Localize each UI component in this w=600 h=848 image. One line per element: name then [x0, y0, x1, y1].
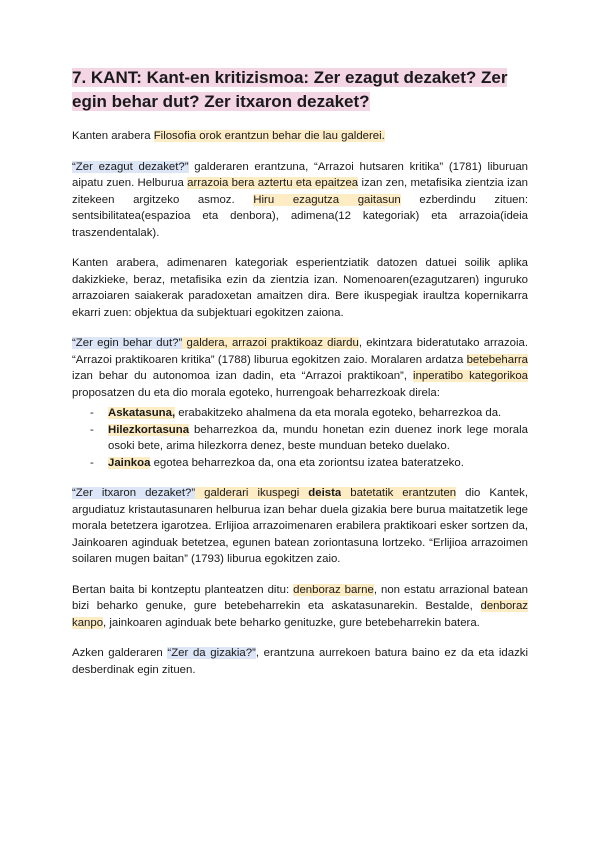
- highlight-betebeharra: betebeharra: [466, 353, 528, 366]
- document-page: [72, 66, 528, 692]
- paragraph-text: Azken galderaren: [72, 647, 168, 659]
- list-item: [72, 455, 528, 472]
- paragraph-adimena: Kanten arabera, adimenaren kategoriak esperientziatik datozen datuei soilik aplika dakizkieke, beraz, metafisika ezin da zientzia izan. Nomenoaren(ezagutzaren) inguruko arrazoiaren saiakerak paradoxetan amaitzen dira. Bere ikuspegiak iraultza kopernikarra ekarri zuen: objektua da subjektuari egokitzen zaiona.: [72, 257, 528, 319]
- highlight-arrazoia: arrazoia bera aztertu eta epaitzea: [187, 177, 359, 189]
- paragraph-text: izan zen, metafisika zientzia izan zitekeen argitzeko asmoz.: [72, 177, 528, 206]
- highlight-inperatibo: inperatibo kategorikoa: [413, 370, 528, 382]
- list-item-term: Jainkoa: [108, 456, 151, 469]
- list-item-text: egotea beharrezkoa da, ona eta zoriontsu izatea bateratzeko.: [150, 456, 464, 469]
- list-item-term: Askatasuna,: [108, 407, 176, 419]
- intro-paragraph: [72, 128, 528, 145]
- highlight-arrazoi-praktikoa: galdera, arrazoi praktikoaz diardu: [182, 337, 359, 349]
- list-item-text: beharrezkoa da, mundu honetan ezin duenez inork lege morala osoki bete, arima hilezkorra denez, beste munduan beteko duelako.: [108, 423, 528, 452]
- highlight-denboraz-kanpo: denboraz kanpo: [72, 600, 528, 629]
- highlight-deista: deista: [308, 487, 342, 499]
- list-item-text: erabakitzeko ahalmena da eta morala egoteko, beharrezkoa da.: [175, 407, 502, 419]
- intro-text: Kanten arabera: [72, 130, 154, 142]
- paragraph-ezagut: [72, 159, 528, 242]
- paragraph-text: dio Kantek, argudiatuz kristautasunaren helburua izan behar duela gizakia bere burua maitatzetik lege morala betetzera igarotzea. Erlijioa arrazoimenaren erabilera praktikoari esker sortzen da, Jainkoaren aginduak betetzea, egunen batean zoriontasuna lortzeko. “Erlijioa arrazoimen soilaren mugen baitan” (1793) liburua egokitzen zaio.: [72, 487, 528, 565]
- list-item: [72, 422, 528, 455]
- paragraph-text: , erantzuna aurrekoen batura baino ez da eta idazki desberdinak egin zituen.: [72, 647, 528, 676]
- paragraph-gizakia: [72, 645, 528, 678]
- paragraph-text: , non estatu arrazional batean bizi beharko genuke, gure betebeharrekin eta askatasunarekin. Bestalde,: [72, 583, 528, 612]
- question-egin: “Zer egin behar dut?”: [72, 337, 183, 349]
- question-itxaron: “Zer itxaron dezaket?”: [72, 487, 196, 499]
- page-title: [72, 66, 528, 114]
- question-gizakia: “Zer da gizakia?”: [167, 647, 256, 659]
- highlight-hiru-ezagutza: Hiru ezagutza gaitasun: [253, 193, 401, 206]
- question-ezagut: “Zer ezagut dezaket?”: [72, 160, 189, 173]
- paragraph-text: , ekintzara bideratutako arrazoia. “Arrazoi praktikoaren kritika” (1788) liburua egokitzen zaio. Moralaren ardatza: [72, 337, 529, 366]
- paragraph-text: ezberdindu zituen: sentsibilitatea(espazioa eta denbora), adimena(12 kategoriak) eta arrazoia(ideia traszendentalak).: [72, 193, 528, 239]
- highlight-ikuspegi: galderari ikuspegi: [195, 487, 309, 499]
- paragraph-text: izan behar du autonomoa izan dadin, eta “Arrazoi praktikoan”,: [72, 370, 414, 382]
- paragraph-text: Bertan baita bi kontzeptu planteatzen ditu:: [72, 583, 294, 596]
- list-item-term: Hilezkortasuna: [108, 423, 190, 436]
- highlight-denboraz-barne: denboraz barne: [293, 583, 374, 596]
- paragraph-text: galderaren erantzuna, “Arrazoi hutsaren kritika” (1781) liburuan aipatu zuen. Helburua: [72, 160, 528, 189]
- paragraph-egin: [72, 335, 528, 401]
- highlight-erantzuten: batetatik erantzuten: [341, 487, 457, 499]
- intro-highlight: Filosofia orok erantzun behar die lau galderei.: [153, 130, 385, 142]
- title-text: 7. KANT: Kant-en kritizismoa: Zer ezagut dezaket? Zer egin behar dut? Zer itxaron dezaket?: [72, 68, 508, 111]
- paragraph-text: proposatzen du eta dio morala egoteko, hurrengoak beharrezkoak direla:: [72, 386, 440, 399]
- postulates-list: [72, 405, 528, 471]
- paragraph-text: , jainkoaren aginduak bete beharko genituzke, gure betebeharrekin batera.: [103, 616, 480, 629]
- paragraph-itxaron: [72, 485, 528, 568]
- paragraph-kontzeptuak: [72, 582, 528, 632]
- list-item: [72, 405, 528, 422]
